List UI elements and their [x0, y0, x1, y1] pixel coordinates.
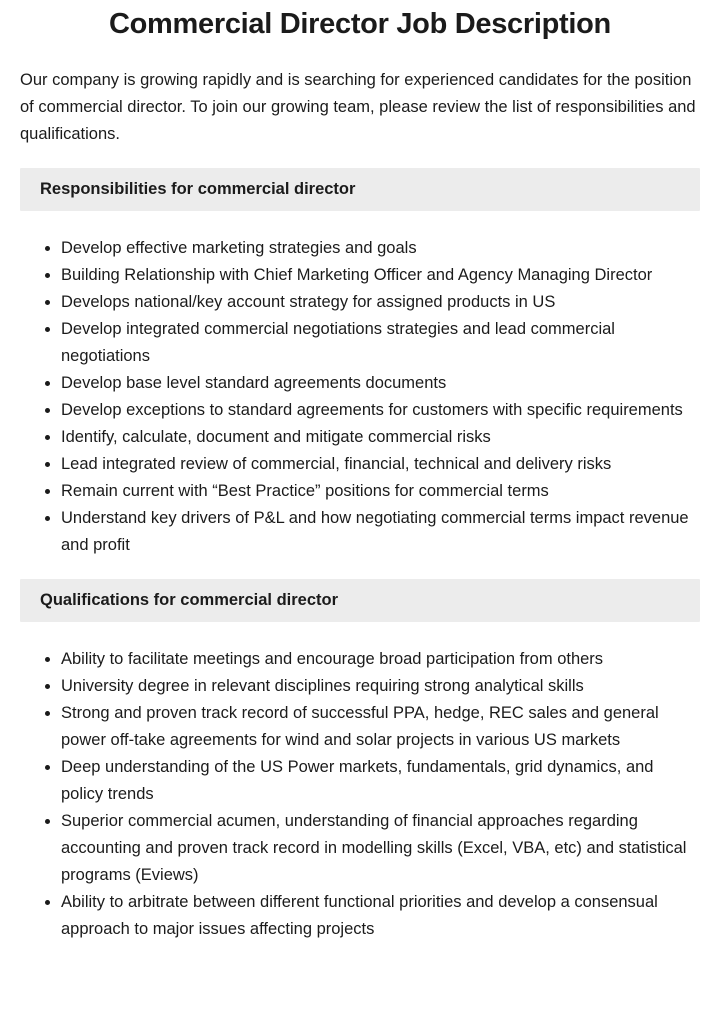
list-item: Understand key drivers of P&L and how negotiating commercial terms impact revenue and profit: [45, 505, 700, 559]
list-item: Superior commercial acumen, understanding of financial approaches regarding accounting and proven track record in modelling skills (Excel, VBA, etc) and statistical programs (Eviews): [45, 808, 700, 889]
section-heading-qualifications: Qualifications for commercial director: [20, 579, 700, 622]
list-item: Ability to arbitrate between different functional priorities and develop a consensual approach to major issues affecting projects: [45, 889, 700, 943]
section-qualifications: [20, 579, 700, 963]
list-item: University degree in relevant disciplines requiring strong analytical skills: [45, 673, 700, 700]
list-item: Strong and proven track record of successful PPA, hedge, REC sales and general power off-take agreements for wind and solar projects in various US markets: [45, 700, 700, 754]
list-item: Develop integrated commercial negotiations strategies and lead commercial negotiations: [45, 316, 700, 370]
responsibilities-list: [20, 211, 700, 579]
section-responsibilities: [20, 168, 700, 579]
list-item: Deep understanding of the US Power markets, fundamentals, grid dynamics, and policy trends: [45, 754, 700, 808]
list-item: Develop base level standard agreements documents: [45, 370, 700, 397]
list-item: Ability to facilitate meetings and encourage broad participation from others: [45, 646, 700, 673]
qualifications-list: [20, 622, 700, 963]
page-title: Commercial Director Job Description: [109, 8, 611, 40]
list-item: Remain current with “Best Practice” positions for commercial terms: [45, 478, 700, 505]
intro-paragraph: Our company is growing rapidly and is searching for experienced candidates for the position of commercial director. To join our growing team, please review the list of responsibilities and qualifications.: [20, 71, 696, 143]
list-item: Lead integrated review of commercial, financial, technical and delivery risks: [45, 451, 700, 478]
list-item: Identify, calculate, document and mitigate commercial risks: [45, 424, 700, 451]
section-heading-responsibilities: Responsibilities for commercial director: [20, 168, 700, 211]
list-item: Develop effective marketing strategies and goals: [45, 235, 700, 262]
list-item: Develops national/key account strategy for assigned products in US: [45, 289, 700, 316]
list-item: Building Relationship with Chief Marketing Officer and Agency Managing Director: [45, 262, 700, 289]
list-item: Develop exceptions to standard agreements for customers with specific requirements: [45, 397, 700, 424]
